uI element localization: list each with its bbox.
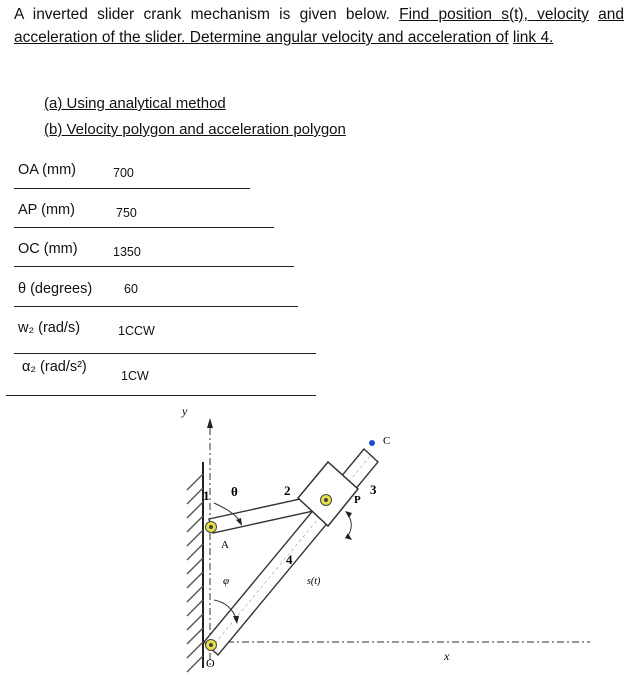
param-value-theta: 60 [124,282,138,296]
y-axis-arrow-icon [207,418,213,428]
link-2-label: 2 [284,483,291,498]
point-p-label: P [354,494,361,506]
point-a-label: A [221,539,229,551]
param-label-theta: θ (degrees) [18,281,93,297]
s-indicator [348,515,351,534]
point-o-label: O [206,656,215,670]
task-text-3: link 4. [512,29,554,46]
intro-text: A inverted slider crank mechanism is given below. [14,6,390,23]
param-value-alpha2: 1CW [121,369,149,383]
ground-wall [187,462,203,672]
param-label-w2: w₂ (rad/s) [18,320,81,336]
task-text-2: and acceleration of the slider. Determine angular velocity and acceleration of [14,6,624,46]
theta-label: θ [231,484,238,499]
x-axis-label: x [444,649,450,663]
param-label-oc: OC (mm) [18,241,78,257]
task-text-1: Find position s(t), velocity [399,6,589,23]
link-4-label: 4 [286,552,293,567]
y-axis-label: y [182,404,188,418]
param-label-ap: AP (mm) [18,202,75,218]
s-label: s(t) [307,576,321,587]
ground-label: 1 [203,488,210,503]
link-3-label: 3 [370,482,377,497]
param-value-w2: 1CCW [118,324,155,338]
subtask-b: (b) Velocity polygon and acceleration polygon [44,121,346,138]
param-value-ap: 750 [116,206,137,220]
subtask-a: (a) Using analytical method [44,95,226,112]
param-label-alpha2: α₂ (rad/s²) [22,359,87,375]
point-c-marker-icon [369,440,375,446]
param-value-oa: 700 [113,166,134,180]
point-c-label: C [383,435,391,447]
param-label-oa: OA (mm) [18,162,76,178]
param-value-oc: 1350 [113,245,141,259]
phi-label: φ [223,575,230,587]
